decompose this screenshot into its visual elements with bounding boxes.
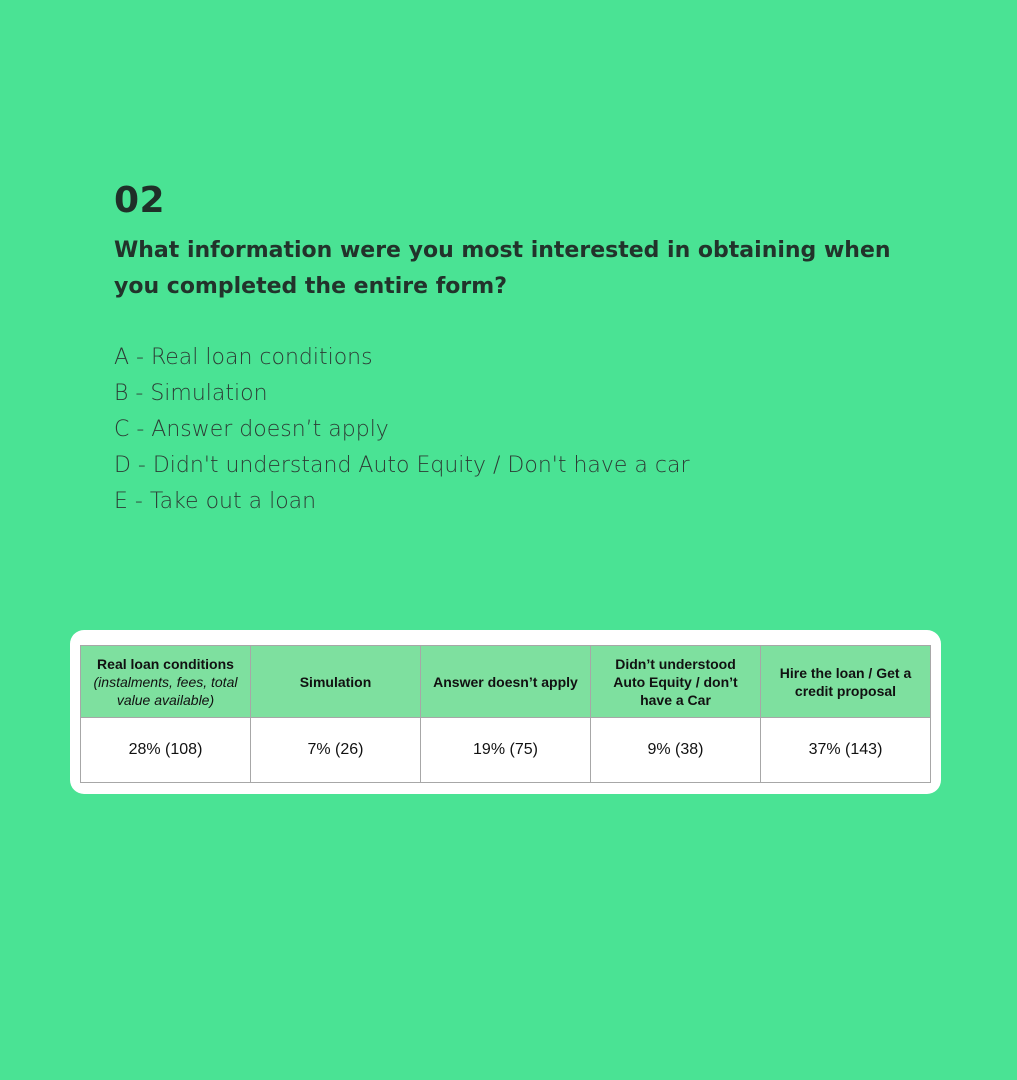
value-answer-doesnt-apply: 19% (75) [421, 718, 591, 783]
option-e: E - Take out a loan [114, 489, 317, 514]
table-header-row [81, 646, 931, 718]
results-card [70, 630, 941, 794]
header-hire-the-loan [761, 646, 931, 718]
answer-options-list [114, 340, 690, 520]
header-title: Didn’t understood Auto Equity / don’t have a Car [613, 655, 738, 708]
header-simulation [251, 646, 421, 718]
value-didnt-understood-auto-equity: 9% (38) [591, 718, 761, 783]
header-title: Answer doesn’t apply [433, 673, 578, 690]
header-title: Hire the loan / Get a credit proposal [779, 664, 912, 699]
header-didnt-understood-auto-equity [591, 646, 761, 718]
header-title: Simulation [299, 673, 372, 690]
option-b: B - Simulation [114, 381, 268, 406]
question-text: What information were you most interested in obtaining when you completed the entire form? [114, 238, 891, 299]
value-simulation: 7% (26) [251, 718, 421, 783]
option-a: A - Real loan conditions [114, 345, 373, 370]
option-d: D - Didn't understand Auto Equity / Don't have a car [114, 453, 690, 478]
header-subtitle: (instalments, fees, total value available) [93, 673, 238, 708]
value-real-loan-conditions: 28% (108) [81, 718, 251, 783]
header-answer-doesnt-apply [421, 646, 591, 718]
header-real-loan-conditions [81, 646, 251, 718]
header-title: Real loan conditions [97, 655, 234, 672]
option-c: C - Answer doesn’t apply [114, 417, 389, 442]
results-table [80, 645, 931, 783]
question-number: 02 [114, 180, 166, 221]
table-row [81, 718, 931, 783]
value-hire-the-loan: 37% (143) [761, 718, 931, 783]
